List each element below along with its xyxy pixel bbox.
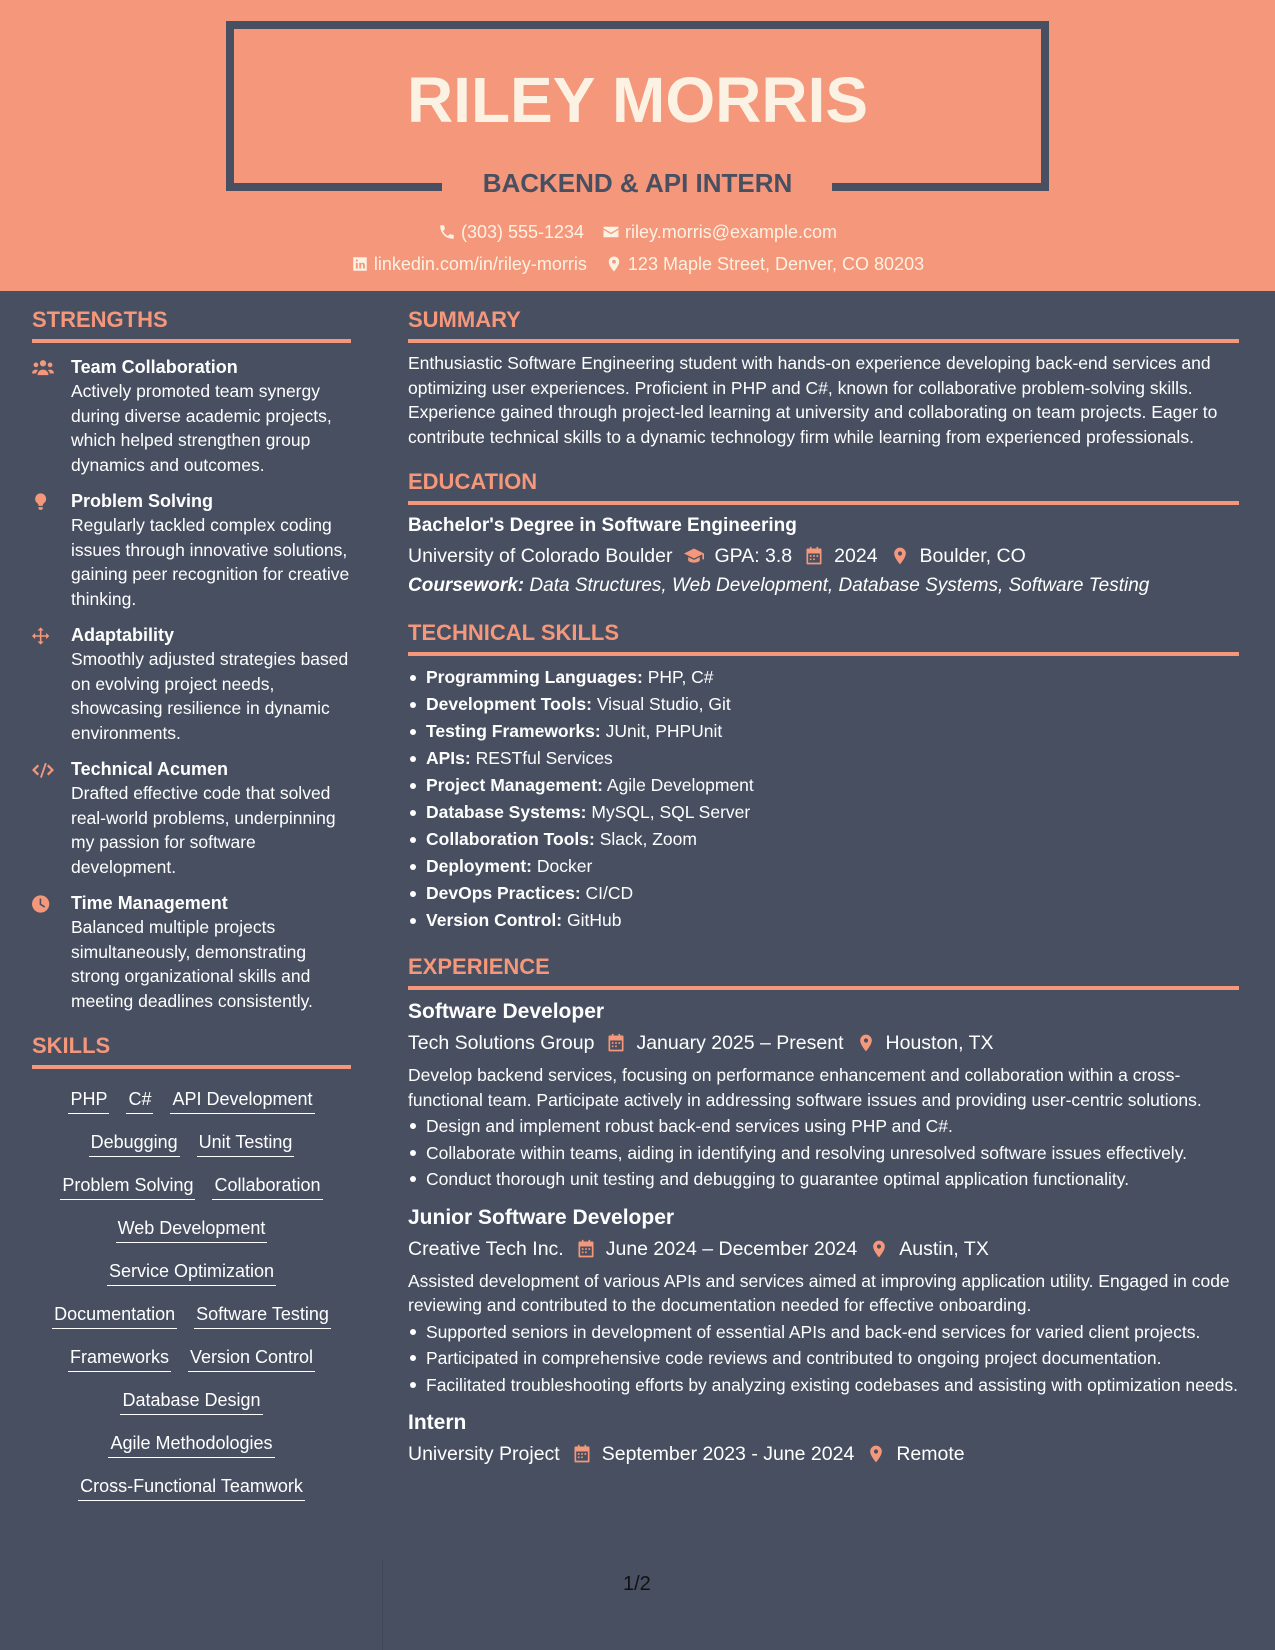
education-title: EDUCATION: [408, 467, 1239, 505]
strength-title: Team Collaboration: [71, 357, 238, 377]
school-location: Boulder, CO: [919, 545, 1026, 567]
skill-row: [32, 1302, 351, 1329]
skill-row: [32, 1087, 351, 1114]
skill-row: [32, 1431, 351, 1458]
skill-tag: Frameworks: [68, 1345, 171, 1372]
job-location: Houston, TX: [885, 1032, 994, 1054]
job-dates: September 2023 - June 2024: [601, 1443, 855, 1465]
strength-title: Time Management: [71, 893, 228, 913]
company: Tech Solutions Group: [408, 1032, 595, 1054]
grad-year: 2024: [834, 545, 878, 567]
email-text[interactable]: riley.morris@example.com: [625, 222, 838, 242]
candidate-role: BACKEND & API INTERN: [482, 168, 793, 198]
tech-skill-item: Database Systems: MySQL, SQL Server: [408, 799, 1239, 826]
skill-tag: Service Optimization: [107, 1259, 276, 1286]
technical-skills-list: [408, 664, 1239, 934]
strength-desc: Actively promoted team synergy during diverse academic projects, which helped strengthen group dynamics and outcomes.: [71, 381, 332, 475]
map-pin-icon: [869, 1239, 889, 1259]
code-icon: [32, 760, 54, 780]
job-description: Assisted development of various APIs and services aimed at improving application utility. Engaged in code reviewing and contributed to the documentation needed for effective onboarding.: [408, 1270, 1230, 1315]
job-bullets: [408, 1320, 1239, 1398]
strength-item: [32, 489, 351, 611]
skill-tag: Documentation: [52, 1302, 177, 1329]
technical-skills-title: TECHNICAL SKILLS: [408, 618, 1239, 656]
strength-item: [32, 757, 351, 879]
skill-row: [32, 1345, 351, 1372]
job-title: Software Developer: [408, 1000, 605, 1023]
tech-skill-item: Development Tools: Visual Studio, Git: [408, 691, 1239, 718]
page-number: 1/2: [623, 1573, 651, 1595]
tech-skill-item: Programming Languages: PHP, C#: [408, 664, 1239, 691]
job-meta: [408, 1235, 1239, 1263]
users-icon: [32, 358, 54, 378]
linkedin-contact[interactable]: [351, 252, 587, 276]
skill-row: [32, 1474, 351, 1501]
coursework-label: Coursework:: [408, 575, 525, 596]
job-meta: [408, 1029, 1239, 1057]
company: University Project: [408, 1443, 560, 1465]
map-pin-icon: [890, 546, 910, 566]
job-bullets: [408, 1114, 1239, 1192]
company: Creative Tech Inc.: [408, 1237, 564, 1260]
job-location: Austin, TX: [899, 1237, 989, 1260]
strength-item: [32, 355, 351, 477]
phone-icon: [438, 223, 456, 241]
skill-tag: C#: [126, 1087, 153, 1114]
coursework: [408, 572, 1239, 600]
phone-text: (303) 555-1234: [460, 222, 585, 242]
skill-tag: Agile Methodologies: [108, 1431, 274, 1458]
education-meta: [408, 542, 1239, 570]
job-bullet: Participated in comprehensive code reviews and contributed to ongoing project documentation.: [408, 1346, 1239, 1371]
contact-line-2: [0, 252, 1275, 276]
skill-tag: Debugging: [89, 1130, 180, 1157]
job-bullet: Supported seniors in development of essential APIs and back-end services for varied client projects.: [408, 1320, 1239, 1345]
contact-line-1: [0, 220, 1275, 244]
skill-row: [32, 1388, 351, 1415]
calendar-icon: [572, 1444, 592, 1464]
tech-skill-item: Testing Frameworks: JUnit, PHPUnit: [408, 718, 1239, 745]
tech-skill-item: APIs: RESTful Services: [408, 745, 1239, 772]
linkedin-icon: [351, 255, 369, 273]
strength-desc: Balanced multiple projects simultaneously, demonstrating strong organizational skills and meeting deadlines consistently.: [71, 917, 313, 1011]
calendar-icon: [606, 1033, 626, 1053]
linkedin-text[interactable]: linkedin.com/in/riley-morris: [373, 254, 587, 274]
skill-tag: Unit Testing: [197, 1130, 295, 1157]
email-contact[interactable]: [602, 220, 837, 244]
tech-skill-item: DevOps Practices: CI/CD: [408, 880, 1239, 907]
strength-desc: Smoothly adjusted strategies based on evolving project needs, showcasing resilience in dynamic environments.: [71, 649, 349, 743]
map-pin-icon: [866, 1444, 886, 1464]
skill-row: [32, 1259, 351, 1286]
summary-title: SUMMARY: [408, 305, 1239, 343]
job-meta: [408, 1440, 1239, 1468]
address-text: 123 Maple Street, Denver, CO 80203: [627, 254, 925, 274]
strength-title: Technical Acumen: [71, 759, 229, 779]
strength-desc: Regularly tackled complex coding issues through innovative solutions, gaining peer recognition for creative thinking.: [71, 515, 350, 609]
address-contact: [605, 252, 924, 276]
skill-tag: PHP: [68, 1087, 109, 1114]
job-bullet: Facilitated troubleshooting efforts by analyzing existing codebases and assisting with optimization needs.: [408, 1373, 1239, 1398]
envelope-icon: [602, 223, 620, 241]
job-dates: January 2025 – Present: [636, 1032, 844, 1054]
lightbulb-icon: [32, 492, 54, 512]
skill-tag: Cross-Functional Teamwork: [78, 1474, 305, 1501]
skill-tag: API Development: [170, 1087, 314, 1114]
skill-row: [32, 1173, 351, 1200]
job-title: Intern: [408, 1411, 467, 1434]
tech-skill-item: Deployment: Docker: [408, 853, 1239, 880]
gpa: GPA: 3.8: [714, 545, 793, 567]
calendar-icon: [804, 546, 824, 566]
left-column: [32, 305, 351, 1501]
job-location: Remote: [896, 1443, 965, 1465]
strengths-title: STRENGTHS: [32, 305, 351, 343]
candidate-name: RILEY MORRIS: [406, 64, 869, 136]
right-column: [408, 305, 1239, 1468]
move-arrows-icon: [32, 626, 54, 646]
school: University of Colorado Boulder: [408, 545, 673, 567]
tech-skill-item: Version Control: GitHub: [408, 907, 1239, 934]
phone-contact: [438, 220, 584, 244]
skills-list: [32, 1087, 351, 1501]
tech-skill-item: Collaboration Tools: Slack, Zoom: [408, 826, 1239, 853]
job-bullet: Collaborate within teams, aiding in identifying and resolving unresolved software issues effectively.: [408, 1141, 1239, 1166]
job-bullet: Conduct thorough unit testing and debugging to guarantee optimal application functionality.: [408, 1167, 1239, 1192]
coursework-list: Data Structures, Web Development, Database Systems, Software Testing: [529, 575, 1150, 596]
job-entry: [408, 1204, 1239, 1398]
job-description: Develop backend services, focusing on performance enhancement and collaboration within a cross-functional team. Participate actively in addressing software issues and providing user-centric solutions.: [408, 1065, 1202, 1110]
skill-tag: Problem Solving: [60, 1173, 195, 1200]
strength-title: Problem Solving: [71, 491, 214, 511]
experience-title: EXPERIENCE: [408, 952, 1239, 990]
skill-tag: Software Testing: [194, 1302, 331, 1329]
skill-tag: Database Design: [120, 1388, 262, 1415]
map-pin-icon: [856, 1033, 876, 1053]
clock-icon: [32, 894, 54, 914]
job-dates: June 2024 – December 2024: [605, 1237, 858, 1260]
strength-item: [32, 891, 351, 1013]
skill-row: [32, 1216, 351, 1243]
skill-tag: Version Control: [188, 1345, 315, 1372]
page-divider: [382, 1560, 383, 1650]
skill-row: [32, 1130, 351, 1157]
job-entry: [408, 1409, 1239, 1468]
job-entry: [408, 998, 1239, 1192]
skills-title: SKILLS: [32, 1031, 351, 1069]
strength-title: Adaptability: [71, 625, 175, 645]
skill-tag: Web Development: [116, 1216, 268, 1243]
map-pin-icon: [605, 255, 623, 273]
tech-skill-item: Project Management: Agile Development: [408, 772, 1239, 799]
job-bullet: Design and implement robust back-end services using PHP and C#.: [408, 1114, 1239, 1139]
job-title: Junior Software Developer: [408, 1205, 675, 1229]
calendar-icon: [576, 1239, 596, 1259]
degree: Bachelor's Degree in Software Engineering: [408, 515, 797, 536]
summary-text: Enthusiastic Software Engineering student with hands-on experience developing back-end services and optimizing user experiences. Proficient in PHP and C#, known for collaborative problem-solving skills. Experience gained through project-led learning at university and collaborating on team projects. Eager to contribute technical skills to a dynamic technology firm while learning from experienced professionals.: [408, 353, 1218, 447]
skill-tag: Collaboration: [212, 1173, 322, 1200]
resume-header: [0, 0, 1275, 291]
graduation-cap-icon: [684, 546, 704, 566]
strength-desc: Drafted effective code that solved real-world problems, underpinning my passion for software development.: [71, 783, 336, 877]
strength-item: [32, 623, 351, 745]
